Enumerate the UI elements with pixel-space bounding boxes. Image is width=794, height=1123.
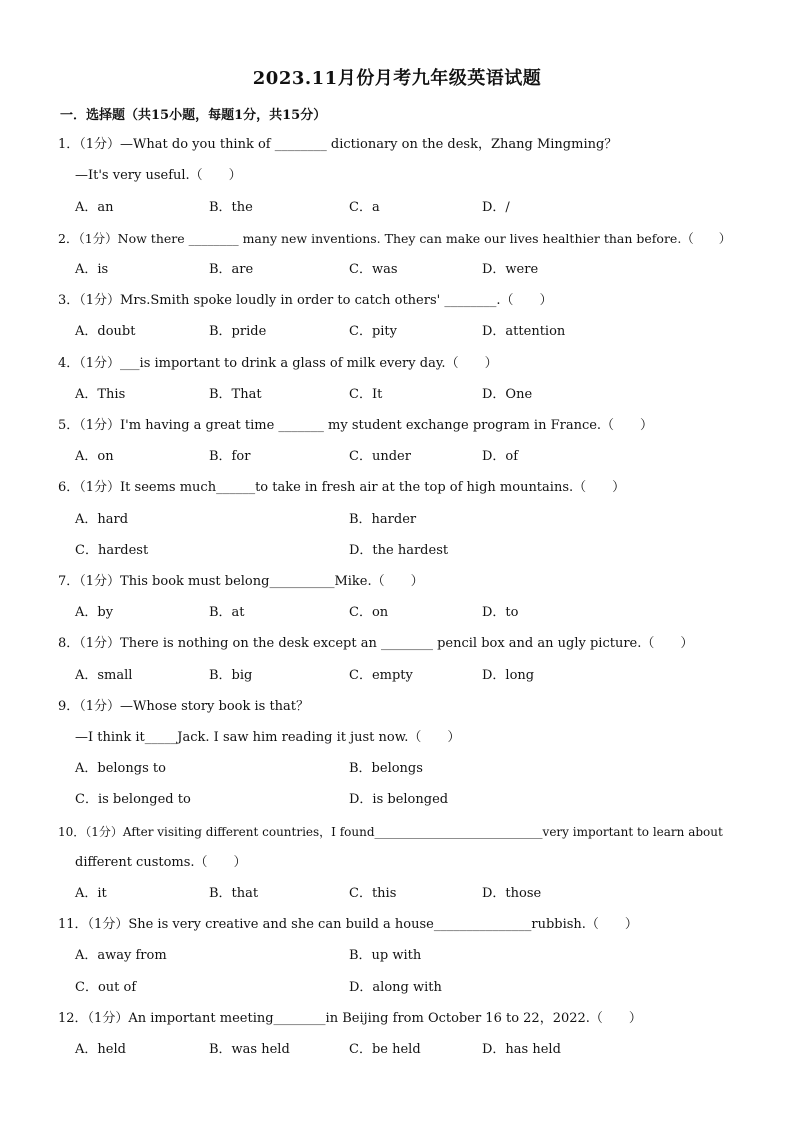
question-2-option-a: A．is [75, 262, 109, 277]
question-8-option-d: D．long [482, 668, 535, 683]
question-8-stem: 8．（1分）There is nothing on the desk except an ________ pencil box and an ugly picture.（ ） [58, 636, 694, 651]
question-2-option-d: D．were [482, 262, 539, 277]
question-9-line2: —I think it_____Jack. I saw him reading it just now.（ ） [75, 730, 461, 745]
question-5-option-c: C．under [349, 449, 411, 464]
question-12-option-d: D．has held [482, 1042, 561, 1057]
question-4-option-a: A．This [75, 387, 126, 402]
question-10-stem: 10．（1分）After visiting different countries，I found____________________________very important to learn about [58, 825, 723, 839]
question-4-option-c: C．It [349, 387, 383, 402]
question-11-option-c: C．out of [75, 980, 137, 995]
question-1-option-c: C．a [349, 200, 380, 215]
question-9-option-a: A．belongs to [75, 761, 166, 776]
question-12-stem: 12．（1分）An important meeting________in Beijing from October 16 to 22，2022.（ ） [58, 1011, 642, 1026]
question-11-stem: 11．（1分）She is very creative and she can build a house_______________rubbish.（ ） [58, 917, 638, 932]
question-1-option-d: D．/ [482, 200, 510, 215]
question-2-option-c: C．was [349, 262, 398, 277]
question-1-option-a: A．an [75, 200, 114, 215]
page-title: 2023.11月份月考九年级英语试题 [252, 68, 542, 89]
question-8-option-b: B．big [209, 668, 253, 683]
question-1-option-b: B．the [209, 200, 253, 215]
question-4-option-d: D．One [482, 387, 533, 402]
question-10-option-a: A．it [75, 886, 107, 901]
question-10-option-d: D．those [482, 886, 542, 901]
question-5-option-b: B．for [209, 449, 251, 464]
question-7-option-c: C．on [349, 605, 389, 620]
question-7-option-a: A．by [75, 605, 114, 620]
question-2-option-b: B．are [209, 262, 254, 277]
question-3-option-d: D．attention [482, 324, 566, 339]
question-3-option-c: C．pity [349, 324, 397, 339]
question-7-stem: 7．（1分）This book must belong__________Mike.（ ） [58, 574, 424, 589]
question-8-option-c: C．empty [349, 668, 413, 683]
question-9-stem: 9．（1分）—Whose story book is that？ [58, 699, 310, 714]
question-6-option-d: D．the hardest [349, 543, 449, 558]
question-6-stem: 6．（1分）It seems much______to take in fresh air at the top of high mountains.（ ） [58, 480, 626, 495]
question-12-option-b: B．was held [209, 1042, 290, 1057]
question-9-option-d: D．is belonged [349, 792, 449, 807]
question-11-option-d: D．along with [349, 980, 442, 995]
section-heading: 一．选择题（共15小题，每题1分，共15分） [60, 108, 327, 123]
question-6-option-a: A．hard [75, 512, 129, 527]
question-9-option-c: C．is belonged to [75, 792, 191, 807]
question-10-line2: different customs.（ ） [75, 855, 247, 870]
question-3-option-b: B．pride [209, 324, 267, 339]
question-4-option-b: B．That [209, 387, 262, 402]
question-12-option-c: C．be held [349, 1042, 421, 1057]
question-10-option-c: C．this [349, 886, 397, 901]
question-7-option-d: D．to [482, 605, 519, 620]
question-11-option-a: A．away from [75, 948, 167, 963]
question-8-option-a: A．small [75, 668, 133, 683]
question-5-option-d: D．of [482, 449, 519, 464]
question-11-option-b: B．up with [349, 948, 422, 963]
question-3-stem: 3．（1分）Mrs.Smith spoke loudly in order to catch others' ________.（ ） [58, 293, 553, 308]
question-1-stem: 1．（1分）—What do you think of ________ dictionary on the desk，Zhang Mingming？ [58, 137, 618, 152]
question-12-option-a: A．held [75, 1042, 126, 1057]
question-1-line2: —It's very useful.（ ） [75, 168, 242, 183]
question-4-stem: 4．（1分）___is important to drink a glass of milk every day.（ ） [58, 356, 498, 371]
question-3-option-a: A．doubt [75, 324, 136, 339]
question-6-option-b: B．harder [349, 512, 417, 527]
question-2-stem: 2．（1分）Now there ________ many new inventions. They can make our lives healthier than before.（ ） [58, 231, 732, 246]
question-7-option-b: B．at [209, 605, 245, 620]
question-6-option-c: C．hardest [75, 543, 149, 558]
question-5-stem: 5．（1分）I'm having a great time _______ my student exchange program in France.（ ） [58, 418, 654, 433]
question-5-option-a: A．on [75, 449, 114, 464]
question-9-option-b: B．belongs [349, 761, 423, 776]
question-10-option-b: B．that [209, 886, 259, 901]
